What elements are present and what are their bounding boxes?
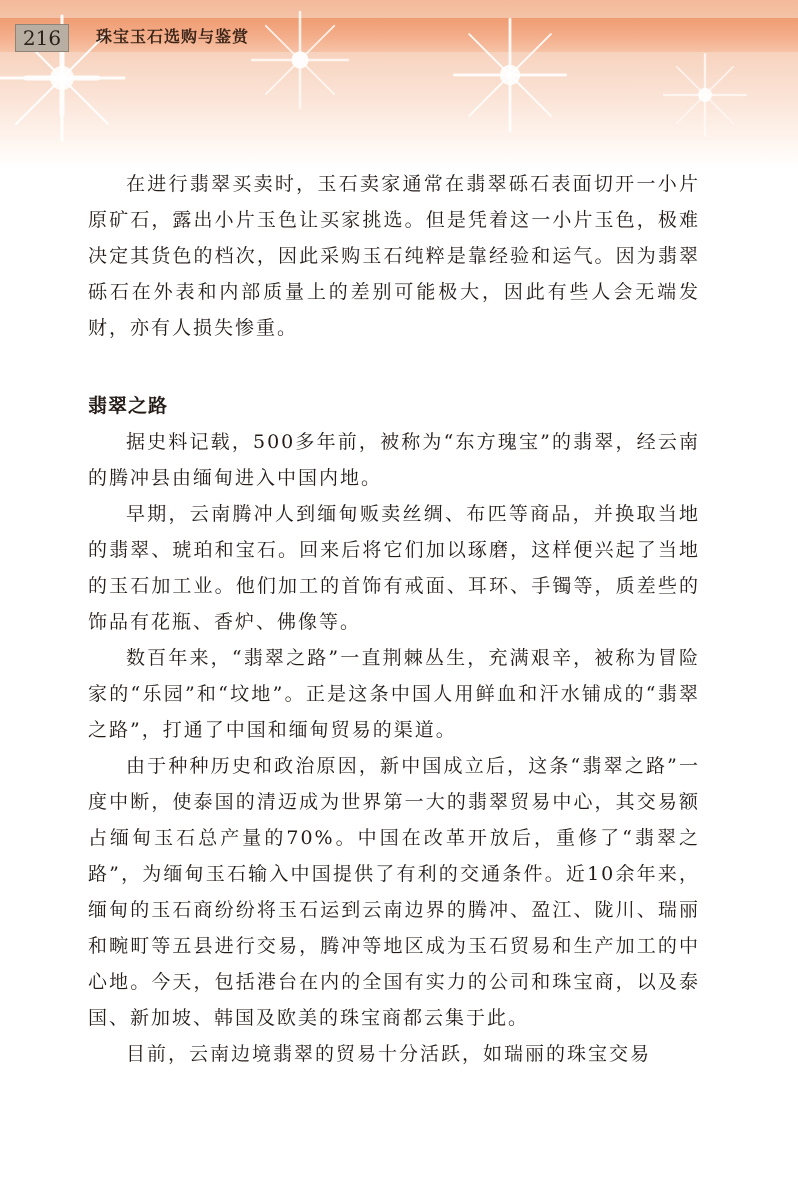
body-paragraph: 由于种种历史和政治原因，新中国成立后，这条“翡翠之路”一度中断，使泰国的清迈成为世界第一大的翡翠贸易中心，其交易额占缅甸玉石总产量的70%。中国在改革开放后，重修了“翡翠之路”，为缅甸玉石输入中国提供了有利的交通条件。近10余年来，缅甸的玉石商纷纷将玉石运到云南边界的腾冲、盈江、陇川、瑞丽和畹町等五县进行交易，腾冲等地区成为玉石贸易和生产加工的中心地。今天，包括港台在内的全国有实力的公司和珠宝商，以及泰国、新加坡、韩国及欧美的珠宝商都云集于此。: [88, 755, 700, 1029]
sparkle-icon: [650, 40, 760, 150]
page-number: 216: [15, 24, 69, 52]
sparkle-icon: [240, 0, 360, 120]
intro-paragraph: 在进行翡翠买卖时，玉石卖家通常在翡翠砾石表面切开一小片原矿石，露出小片玉色让买家挑选。但是凭着这一小片玉色，极难决定其货色的档次，因此采购玉石纯粹是靠经验和运气。因为翡翠砾石在外表和内部质量上的差别可能极大，因此有些人会无端发财，亦有人损失惨重。: [88, 173, 700, 339]
decorative-header-band: [0, 0, 798, 168]
body-paragraph: 早期，云南腾冲人到缅甸贩卖丝绸、布匹等商品，并换取当地的翡翠、琥珀和宝石。回来后将它们加以琢磨，这样便兴起了当地的玉石加工业。他们加工的首饰有戒面、耳环、手镯等，质差些的饰品有花瓶、香炉、佛像等。: [88, 503, 700, 633]
body-paragraph: 数百年来，“翡翠之路”一直荆棘丛生，充满艰辛，被称为冒险家的“乐园”和“坟地”。正是这条中国人用鲜血和汗水铺成的“翡翠之路”，打通了中国和缅甸贸易的渠道。: [88, 647, 700, 741]
book-title: 珠宝玉石选购与鉴赏: [96, 27, 250, 46]
sparkle-icon: [445, 10, 575, 140]
body-paragraph: 据史料记载，500多年前，被称为“东方瑰宝”的翡翠，经云南的腾冲县由缅甸进入中国内地。: [88, 431, 700, 489]
body-paragraph: 目前，云南边境翡翠的贸易十分活跃，如瑞丽的珠宝交易: [126, 1043, 652, 1065]
main-content: [88, 166, 700, 1072]
section-heading: 翡翠之路: [88, 395, 169, 417]
